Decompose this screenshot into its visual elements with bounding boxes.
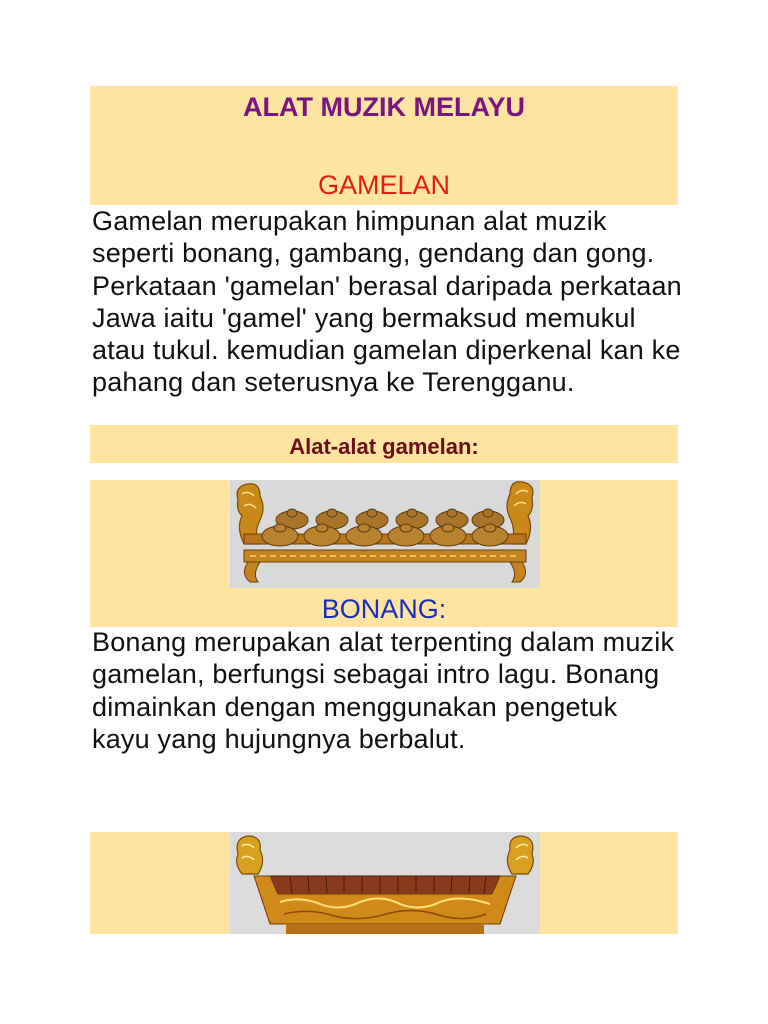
gamelan-heading: GAMELAN <box>317 170 451 200</box>
page-title: ALAT MUZIK MELAYU <box>243 92 525 122</box>
bonang-paragraph: Bonang merupakan alat terpenting dalam muzik gamelan, berfungsi sebagai intro lagu. Bonang dimainkan dengan menggunakan pengetuk kayu yang hujungnya berbalut. <box>92 627 675 754</box>
bonang-image <box>230 480 540 588</box>
bonang-heading: BONANG: <box>321 594 447 624</box>
gambang-image <box>230 832 540 934</box>
instruments-subheading: Alat-alat gamelan: <box>289 434 479 459</box>
gamelan-paragraph: Gamelan merupakan himpunan alat muzik seperti bonang, gambang, gendang dan gong. Perkataan 'gamelan' berasal daripada perkataan Jawa iaitu 'gamel' yang bermaksud memukul atau tukul. kemudian gamelan diperkenal kan ke pahang dan seterusnya ke Terengganu. <box>92 206 682 398</box>
